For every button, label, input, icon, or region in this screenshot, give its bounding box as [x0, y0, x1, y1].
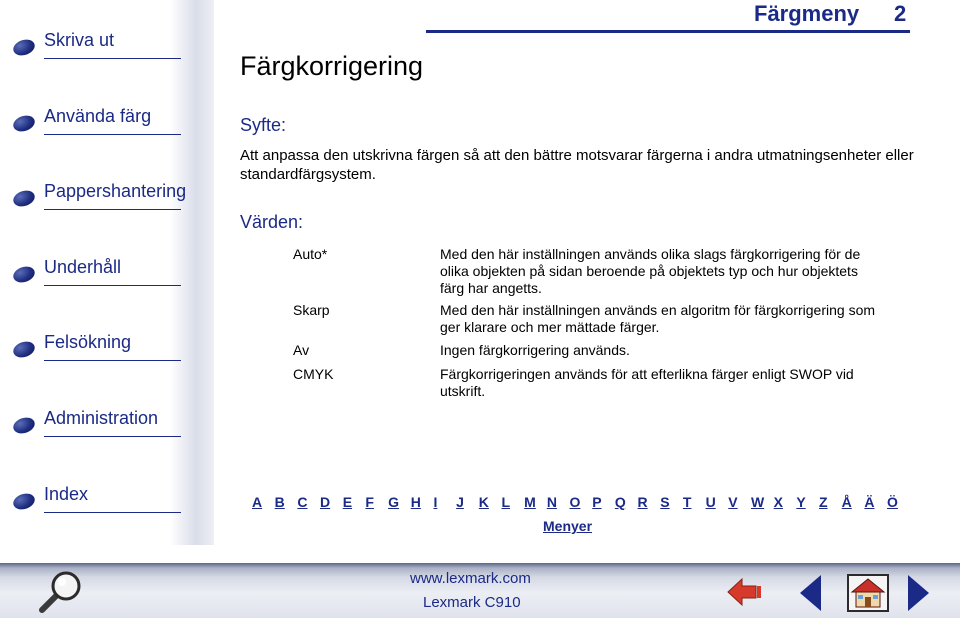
index-letter-link[interactable]: M	[524, 494, 536, 510]
value-label-av: Av	[293, 342, 310, 358]
index-letter-link[interactable]: D	[320, 494, 331, 510]
purpose-heading: Syfte:	[240, 115, 287, 135]
nav-underline	[44, 58, 181, 59]
page-number: 2	[894, 1, 907, 26]
index-letter-link[interactable]: S	[660, 494, 670, 510]
index-letter-link[interactable]: H	[410, 494, 421, 510]
index-letter-link[interactable]: C	[297, 494, 308, 510]
index-letter-link[interactable]: O	[569, 494, 581, 510]
nav-underline	[44, 285, 181, 286]
index-letter-link[interactable]: V	[728, 494, 738, 510]
bullet-icon	[11, 339, 37, 360]
index-letter-link[interactable]: R	[637, 494, 648, 510]
index-letter-link[interactable]: T	[682, 494, 692, 510]
back-arrow-icon[interactable]	[797, 573, 823, 613]
index-letter-link[interactable]: Å	[841, 494, 852, 510]
sidebar-nav	[0, 0, 214, 545]
bullet-icon	[11, 264, 37, 285]
sidebar-item-anvanda-farg[interactable]	[0, 102, 190, 142]
value-label-auto: Auto*	[293, 246, 328, 262]
header-section-title: Färgmeny	[754, 1, 860, 26]
sidebar-item-label: Index	[44, 484, 89, 504]
index-letter-link[interactable]: X	[773, 494, 783, 510]
index-letter-link[interactable]: J	[456, 494, 464, 510]
value-desc-auto: Med den här inställningen används olika slags färgkorrigering för de olika objekten på sidan beroende på objektets typ och hur objektets färg har angetts.	[440, 246, 861, 296]
index-letter-link[interactable]: K	[478, 494, 489, 510]
sidebar-item-label: Underhåll	[44, 257, 122, 277]
nav-underline	[44, 512, 181, 513]
home-icon[interactable]	[844, 571, 892, 615]
bullet-icon	[11, 113, 37, 134]
footer-url-link[interactable]: www.lexmark.com	[410, 570, 531, 587]
index-letter-link[interactable]: B	[274, 494, 285, 510]
nav-underline	[44, 436, 181, 437]
index-letter-link[interactable]: Q	[614, 494, 626, 510]
index-letter-link[interactable]: G	[388, 494, 399, 510]
sidebar-item-label: Skriva ut	[44, 30, 115, 50]
print-arrow-icon[interactable]	[726, 575, 764, 609]
sidebar-item-underhall[interactable]	[0, 253, 190, 293]
index-letter-link[interactable]: F	[365, 494, 374, 510]
bullet-icon	[11, 415, 37, 436]
value-desc-cmyk: Färgkorrigeringen används för att efterlikna färger enligt SWOP vid utskrift.	[440, 366, 854, 399]
sidebar-item-label: Felsökning	[44, 332, 132, 352]
nav-underline	[44, 209, 181, 210]
sidebar-item-administration[interactable]	[0, 404, 190, 444]
footer-product-name: Lexmark C910	[423, 594, 521, 611]
menus-link[interactable]: Menyer	[543, 518, 593, 534]
index-letter-link[interactable]: L	[501, 494, 511, 510]
index-letter-link[interactable]: W	[750, 494, 765, 510]
sidebar-item-label: Använda färg	[44, 106, 152, 126]
sidebar-item-pappershantering[interactable]	[0, 177, 190, 217]
index-letter-link[interactable]: U	[705, 494, 716, 510]
index-letter-link[interactable]: E	[342, 494, 353, 510]
sidebar-item-index[interactable]	[0, 480, 190, 520]
sidebar-item-skriva-ut[interactable]	[0, 26, 190, 66]
bullet-icon	[11, 37, 37, 58]
purpose-text: Att anpassa den utskrivna färgen så att den bättre motsvarar färgerna i andra utmatningsenheter eller standardfärgsystem.	[240, 147, 914, 183]
index-letter-link[interactable]: P	[592, 494, 602, 510]
index-letter-link[interactable]: N	[546, 494, 557, 510]
index-letter-link[interactable]: A	[252, 494, 263, 510]
magnifier-icon[interactable]	[36, 569, 86, 615]
value-desc-av: Ingen färgkorrigering används.	[440, 342, 630, 358]
index-letter-link[interactable]: Ö	[887, 494, 898, 510]
value-label-cmyk: CMYK	[293, 366, 334, 382]
index-letter-link[interactable]: Ä	[864, 494, 875, 510]
header-divider	[426, 30, 910, 33]
values-heading: Värden:	[240, 212, 304, 232]
index-letter-link[interactable]: Z	[819, 494, 828, 510]
index-letter-bar	[240, 494, 910, 516]
sidebar-item-felsokning[interactable]	[0, 328, 190, 368]
value-desc-skarp: Med den här inställningen används en algoritm för färgkorrigering som ger klarare och mer mättade färger.	[440, 302, 876, 335]
bullet-icon	[11, 188, 37, 209]
sidebar-item-label: Administration	[44, 408, 159, 428]
index-letter-link[interactable]: Y	[796, 494, 806, 510]
index-letter-link[interactable]: I	[433, 494, 438, 510]
nav-underline	[44, 360, 181, 361]
value-label-skarp: Skarp	[293, 302, 330, 318]
forward-arrow-icon[interactable]	[906, 573, 932, 613]
page-title: Färgkorrigering	[240, 51, 424, 81]
bullet-icon	[11, 491, 37, 512]
nav-underline	[44, 134, 181, 135]
sidebar-item-label: Pappershantering	[44, 181, 187, 201]
